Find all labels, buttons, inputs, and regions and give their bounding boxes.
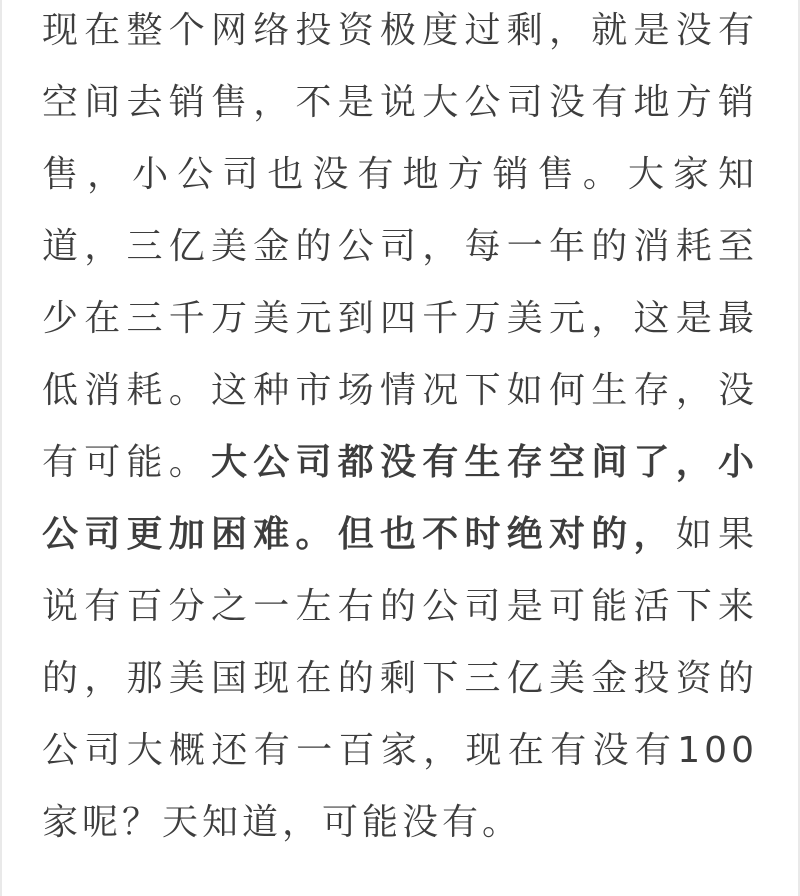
text-segment-regular-1: 现在整个网络投资极度过剩，就是没有空间去销售，不是说大公司没有地方销售，小公司也没有地方销售。大家知道，三亿美金的公司，每一年的消耗至少在三千万美元到四千万美元，这是最低消耗。这种市场情况下如何生存，没有可能。: [42, 10, 758, 483]
text-segment-regular-2: 如果说有百分之一左右的公司是可能活下来的，那美国现在的剩下三亿美金投资的公司大概还有一百家，现在有没有100家呢？天知道，可能没有。: [42, 514, 758, 843]
left-edge-divider: [0, 0, 2, 896]
article-paragraph: [42, 0, 758, 859]
text-segment-bold: 大公司都没有生存空间了，小公司更加困难。但也不时绝对的，: [42, 442, 758, 555]
